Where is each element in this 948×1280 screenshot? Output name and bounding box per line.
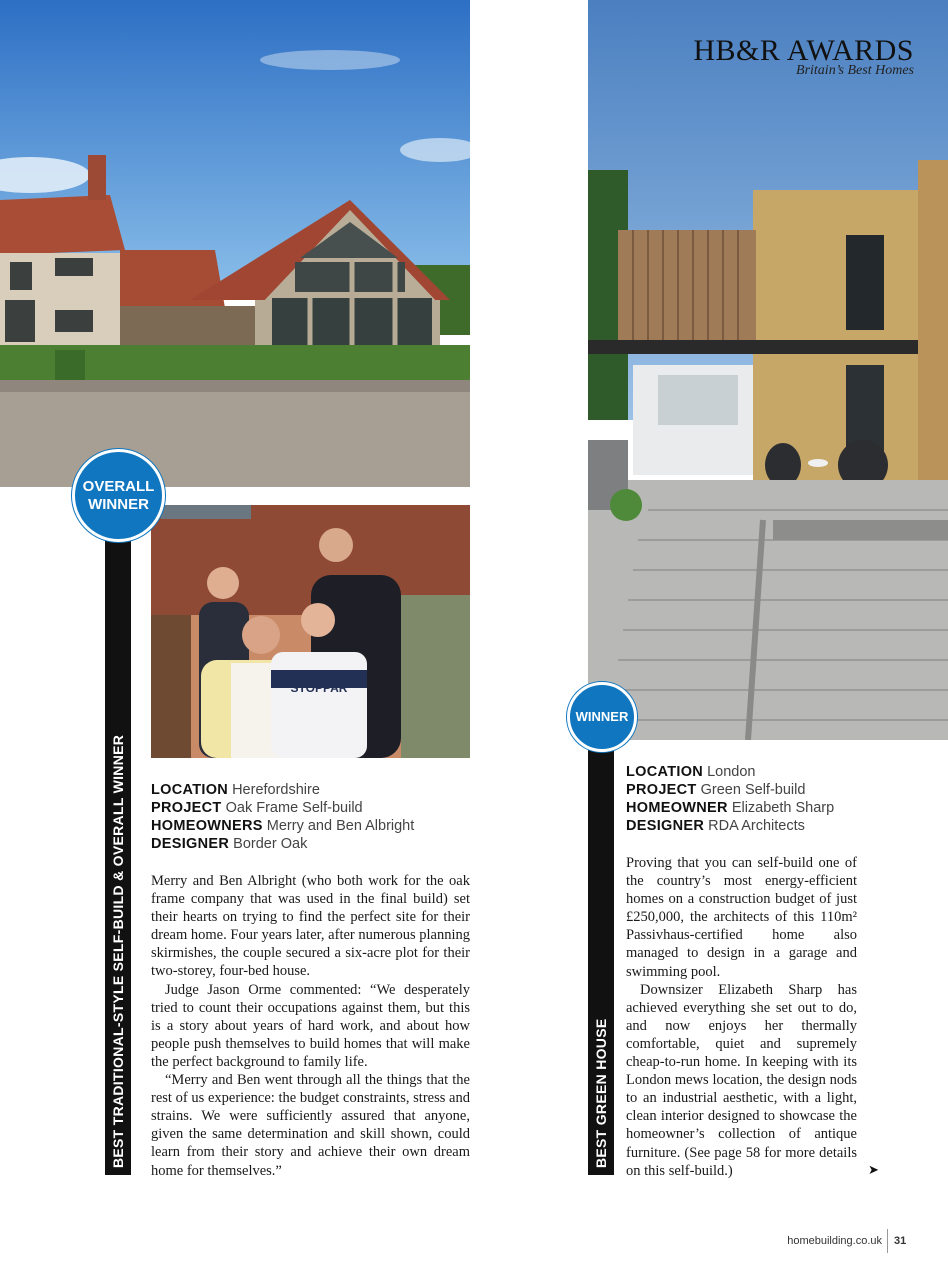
info-row-designer: DESIGNER RDA Architects bbox=[626, 818, 805, 834]
awards-title: HB&R AWARDS bbox=[693, 34, 914, 67]
left-paragraph-3: “Merry and Ben went through all the things that the rest of us experience: the budget constraints, stress and strains. We were sufficiently assured that anyone, given the same determination and skill shown, could learn from their story and achieve their own dream home for themselves.” bbox=[151, 1072, 470, 1179]
badge-line-1: OVERALL bbox=[82, 477, 155, 495]
info-row-location: LOCATION Herefordshire bbox=[151, 782, 320, 798]
info-row-location: LOCATION London bbox=[626, 764, 756, 780]
left-article-text bbox=[151, 872, 470, 1180]
right-category-label: BEST GREEN HOUSE bbox=[593, 1018, 609, 1168]
left-paragraph-1: Merry and Ben Albright (who both work for the oak frame company that was used in the final build) set their hearts on trying to find the perfect site for their dream home. Four years later, after numerous planning skirmishes, the couple secured a six-acre plot for their two-storey, four-bed house. bbox=[151, 873, 470, 980]
winner-badge-text: WINNER bbox=[575, 709, 629, 724]
info-row-designer: DESIGNER Border Oak bbox=[151, 836, 308, 852]
green-house-photo bbox=[588, 0, 948, 740]
right-paragraph-2: Downsizer Elizabeth Sharp has achieved everything she set out to do, and now enjoys her thermally comfortable, quiet and supremely cheap-to-run home. In keeping with its London mews location, the design nods to an industrial aesthetic, with a light, clean interior designed to showcase the homeowner’s collection of antique furniture. (See page 58 for more details on this self-build.) bbox=[626, 981, 857, 1179]
left-paragraph-2: Judge Jason Orme commented: “We desperately tried to count their occupations against them, but this is a story about years of hard work, and about how people push themselves to build homes that will make the perfect background to family life. bbox=[151, 981, 470, 1070]
left-category-label: BEST TRADITIONAL-STYLE SELF-BUILD & OVERALL WINNER bbox=[110, 734, 126, 1168]
oak-frame-house-photo bbox=[0, 0, 470, 487]
footer-site: homebuilding.co.uk bbox=[787, 1235, 882, 1247]
right-project-info bbox=[626, 763, 926, 835]
continue-arrow-icon: ➤ bbox=[868, 1162, 879, 1177]
right-paragraph-1: Proving that you can self-build one of the country’s most energy-efficient homes on a construction budget of just £250,000, the architects of this 110m² Passivhaus-certified home also managed to design in a garage and swimming pool. bbox=[626, 855, 857, 980]
page-number: 31 bbox=[894, 1235, 907, 1247]
shirt-text: STOPPAR bbox=[290, 681, 348, 695]
info-row-homeowner: HOMEOWNER Elizabeth Sharp bbox=[626, 800, 835, 816]
info-row-project: PROJECT Green Self-build bbox=[626, 782, 806, 798]
footer-divider bbox=[887, 1229, 888, 1253]
albright-family-photo bbox=[151, 505, 470, 758]
badge-line-2: WINNER bbox=[88, 495, 149, 513]
winner-badge bbox=[567, 682, 637, 752]
right-article-text bbox=[626, 854, 857, 1180]
left-project-info bbox=[151, 781, 471, 853]
info-row-homeowners: HOMEOWNERS Merry and Ben Albright bbox=[151, 818, 415, 834]
overall-winner-badge bbox=[72, 449, 165, 542]
info-row-project: PROJECT Oak Frame Self-build bbox=[151, 800, 363, 816]
awards-subtitle: Britain’s Best Homes bbox=[796, 63, 914, 78]
